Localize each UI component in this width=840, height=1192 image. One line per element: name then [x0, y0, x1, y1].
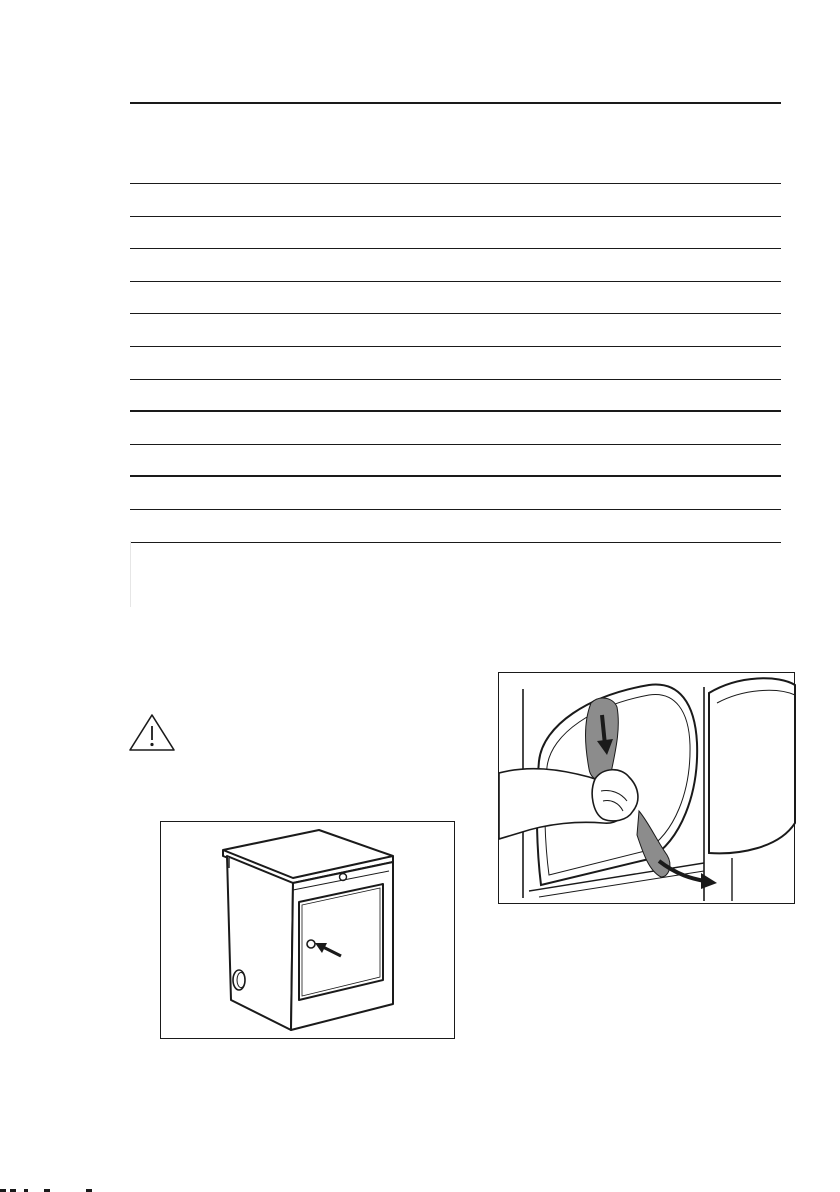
- table-row: [130, 217, 781, 250]
- dryer-door-button-illustration: [160, 821, 455, 1039]
- table-row: [130, 314, 781, 347]
- door-seal-cleaning-illustration: [498, 672, 795, 904]
- table-row: [130, 510, 781, 543]
- table-row: [130, 184, 781, 217]
- hand-cleaning-icon: [499, 673, 796, 905]
- table-row: [130, 282, 781, 315]
- table-header-row: [130, 102, 781, 184]
- table-note-margin: [130, 541, 131, 607]
- table-row: [130, 477, 781, 510]
- table-row: [130, 445, 781, 478]
- spec-table: [130, 102, 781, 543]
- page-footer-mark: [0, 1186, 120, 1192]
- table-row: [130, 412, 781, 445]
- table-row: [130, 249, 781, 282]
- table-row: [130, 347, 781, 380]
- dryer-icon: [161, 822, 456, 1040]
- warning-triangle-icon: [128, 712, 176, 752]
- table-row: [130, 380, 781, 413]
